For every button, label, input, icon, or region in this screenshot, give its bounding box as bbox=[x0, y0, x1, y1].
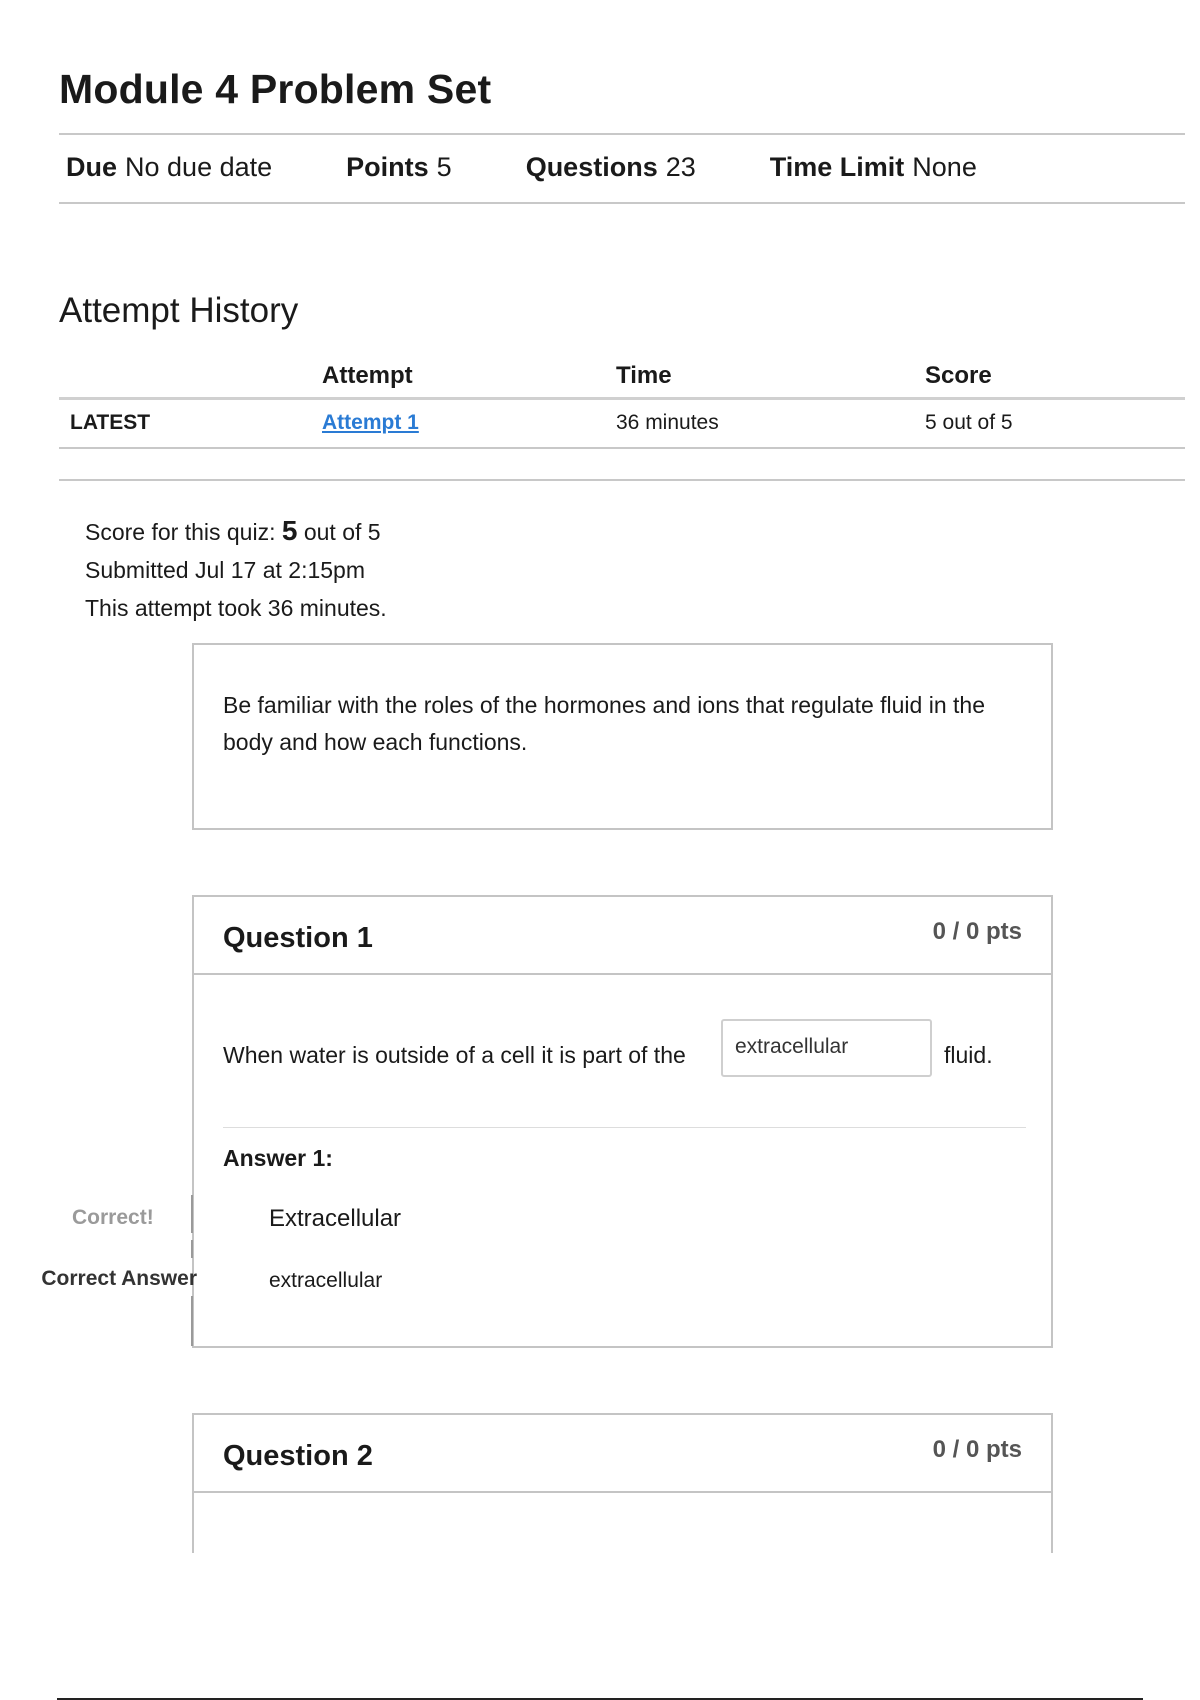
answer-marker-line bbox=[191, 1296, 193, 1346]
question-1-header bbox=[194, 897, 1051, 975]
meta-questions bbox=[526, 152, 696, 183]
user-answer: Extracellular bbox=[269, 1205, 402, 1232]
meta-time-limit-value: None bbox=[912, 152, 977, 182]
question-2-card bbox=[192, 1413, 1053, 1553]
history-header-score: Score bbox=[925, 362, 992, 389]
question-1-suffix: fluid. bbox=[944, 1042, 993, 1068]
correct-answer-value: extracellular bbox=[269, 1269, 383, 1292]
question-2-title: Question 2 bbox=[223, 1440, 373, 1472]
question-1-points: 0 / 0 pts bbox=[932, 918, 1022, 945]
history-row-attempt-link[interactable]: Attempt 1 bbox=[322, 411, 419, 434]
question-1-answer-input[interactable]: extracellular bbox=[721, 1019, 932, 1077]
submitted-time: Submitted Jul 17 at 2:15pm bbox=[85, 557, 365, 583]
answer-marker-line bbox=[191, 1195, 193, 1233]
score-summary bbox=[85, 512, 387, 627]
attempt-duration: This attempt took 36 minutes. bbox=[85, 595, 387, 621]
meta-time-limit-label: Time Limit bbox=[769, 152, 905, 182]
history-row-score: 5 out of 5 bbox=[925, 411, 1013, 434]
history-header-attempt: Attempt bbox=[322, 362, 413, 389]
meta-points bbox=[346, 152, 452, 183]
history-row-time: 36 minutes bbox=[616, 411, 719, 434]
history-header-time: Time bbox=[616, 362, 672, 389]
question-1-divider bbox=[223, 1127, 1026, 1128]
history-row-divider bbox=[59, 447, 1185, 449]
meta-points-value: 5 bbox=[436, 152, 452, 182]
attempt-history-title: Attempt History bbox=[59, 291, 299, 330]
answer-marker-line bbox=[191, 1240, 193, 1258]
meta-due-label: Due bbox=[66, 152, 118, 182]
meta-points-label: Points bbox=[346, 152, 429, 182]
meta-divider bbox=[59, 202, 1185, 204]
meta-questions-value: 23 bbox=[665, 152, 696, 182]
question-1-prompt: When water is outside of a cell it is part of the bbox=[223, 1042, 686, 1068]
correct-answer-indicator: Correct Answer bbox=[41, 1267, 197, 1290]
question-2-points: 0 / 0 pts bbox=[932, 1436, 1022, 1463]
score-value: 5 bbox=[281, 515, 298, 546]
answer-1-label: Answer 1: bbox=[223, 1145, 333, 1171]
meta-time-limit bbox=[770, 152, 977, 183]
score-prefix: Score for this quiz: bbox=[85, 519, 276, 545]
history-row-latest-tag: LATEST bbox=[70, 411, 151, 434]
quiz-intro-text: Be familiar with the roles of the hormones and ions that regulate fluid in the body and how each functions. bbox=[223, 692, 985, 755]
score-line bbox=[85, 512, 387, 551]
page-title: Module 4 Problem Set bbox=[59, 66, 492, 112]
correct-indicator: Correct! bbox=[72, 1206, 154, 1229]
title-divider bbox=[59, 133, 1185, 135]
quiz-meta-row bbox=[66, 152, 1051, 183]
meta-questions-label: Questions bbox=[525, 152, 658, 182]
quiz-intro-box bbox=[192, 643, 1053, 830]
meta-due bbox=[66, 152, 272, 183]
meta-due-value: No due date bbox=[125, 152, 273, 182]
question-1-card bbox=[192, 895, 1053, 1348]
history-bottom-divider bbox=[59, 479, 1185, 481]
score-suffix: out of 5 bbox=[303, 519, 381, 545]
question-2-header bbox=[194, 1415, 1051, 1493]
question-1-title: Question 1 bbox=[223, 922, 373, 954]
history-header-divider bbox=[59, 397, 1185, 400]
